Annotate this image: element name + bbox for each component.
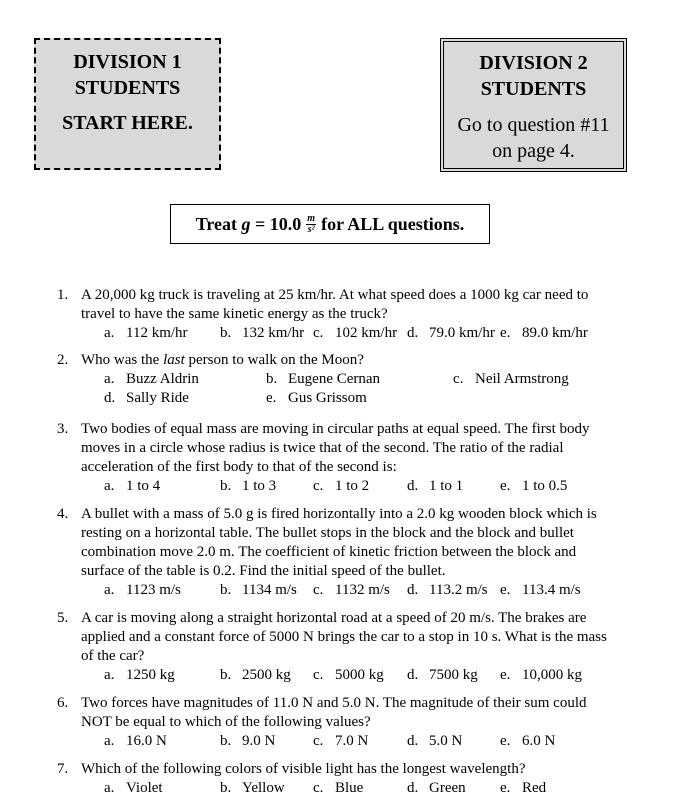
- answer-option-letter: d.: [407, 325, 419, 341]
- gravity-note: [170, 204, 490, 244]
- answer-option-d: [407, 666, 478, 685]
- answer-option-text: Gus Grissom: [288, 390, 367, 406]
- division-1-instruction: START HERE.: [62, 112, 193, 134]
- question-number: 7.: [57, 761, 69, 777]
- answer-option-b: [220, 477, 276, 496]
- question-number: 1.: [57, 287, 69, 303]
- question-text-part: person to walk on the Moon?: [184, 352, 364, 368]
- question-text-line: A car is moving along a straight horizontal road at a speed of 20 m/s. The brakes are: [81, 610, 587, 626]
- answer-option-letter: e.: [266, 390, 277, 406]
- answer-option-letter: b.: [220, 582, 232, 598]
- answer-option-c: [313, 324, 397, 343]
- answer-option-c: [453, 370, 569, 389]
- answer-option-a: [104, 779, 163, 798]
- answer-option-c: [313, 666, 384, 685]
- answer-option-text: Sally Ride: [126, 390, 189, 406]
- gravity-note-suffix: for ALL questions.: [321, 213, 465, 234]
- question-text-line: NOT be equal to which of the following values?: [81, 714, 371, 730]
- answer-option-b: [220, 732, 275, 751]
- answer-option-letter: a.: [104, 325, 115, 341]
- answer-option-text: 7500 kg: [429, 667, 478, 683]
- answer-option-a: [104, 581, 181, 600]
- answer-option-letter: d.: [407, 780, 419, 796]
- answer-option-a: [104, 324, 188, 343]
- answer-option-b: [220, 581, 297, 600]
- answer-option-b: [220, 779, 285, 798]
- answer-option-d: [407, 477, 463, 496]
- gravity-units-numerator: m: [307, 212, 316, 224]
- answer-option-c: [313, 732, 368, 751]
- answer-options: [0, 732, 679, 751]
- answer-option-e: [500, 666, 582, 685]
- answer-option-text: Buzz Aldrin: [126, 371, 199, 387]
- question-text-line: of the car?: [81, 648, 145, 664]
- answer-option-a: [104, 666, 175, 685]
- answer-option-d: [407, 779, 466, 798]
- answer-option-text: 5.0 N: [429, 733, 463, 749]
- answer-option-text: 1 to 1: [429, 478, 464, 494]
- answer-option-text: 132 km/hr: [242, 325, 305, 341]
- answer-option-d: [407, 324, 495, 343]
- answer-option-a: [104, 370, 199, 389]
- division-1-box: [34, 38, 221, 170]
- answer-option-e: [500, 732, 555, 751]
- answer-option-letter: c.: [313, 780, 324, 796]
- question-text-line: Two forces have magnitudes of 11.0 N and 5.0 N. The magnitude of their sum could: [81, 695, 587, 711]
- answer-option-d: [407, 581, 488, 600]
- question-text-line: surface of the table is 0.2. Find the initial speed of the bullet.: [81, 563, 446, 579]
- question-text-line: combination move 2.0 m. The coefficient of kinetic friction between the block and: [81, 544, 577, 560]
- division-2-title: DIVISION 2: [479, 52, 588, 74]
- answer-option-e: [500, 581, 581, 600]
- answer-option-a: [104, 477, 160, 496]
- answer-option-d: [407, 732, 462, 751]
- answer-option-text: 1132 m/s: [335, 582, 390, 598]
- answer-option-e: [500, 324, 588, 343]
- question-number: 3.: [57, 421, 69, 437]
- answer-option-letter: b.: [220, 780, 232, 796]
- division-1-subtitle: STUDENTS: [74, 77, 181, 99]
- answer-option-letter: b.: [220, 325, 232, 341]
- gravity-units-denominator: s²: [307, 223, 315, 235]
- answer-option-letter: b.: [266, 371, 278, 387]
- question-text-line: resting on a horizontal table. The bullet stops in the block and the block and bullet: [81, 525, 574, 541]
- division-1-title: DIVISION 1: [73, 51, 182, 73]
- gravity-value: = 10.0: [250, 213, 302, 234]
- gravity-variable: g: [241, 213, 251, 234]
- answer-option-text: 5000 kg: [335, 667, 384, 683]
- answer-option-letter: b.: [220, 478, 232, 494]
- answer-option-letter: c.: [313, 733, 324, 749]
- answer-option-text: Neil Armstrong: [475, 371, 569, 387]
- answer-option-e: [266, 389, 367, 408]
- answer-option-text: 6.0 N: [522, 733, 556, 749]
- answer-option-letter: c.: [313, 325, 324, 341]
- answer-option-text: 10,000 kg: [522, 667, 582, 683]
- answer-option-letter: d.: [407, 582, 419, 598]
- answer-option-text: Eugene Cernan: [288, 371, 381, 387]
- question-text-line: acceleration of the first body to that of the second is:: [81, 459, 397, 475]
- division-2-box: [440, 38, 627, 172]
- division-2-subtitle: STUDENTS: [480, 78, 587, 100]
- answer-option-letter: c.: [313, 478, 324, 494]
- answer-options: [0, 370, 679, 389]
- division-2-instruction-line2: on page 4.: [492, 140, 575, 162]
- answer-option-text: 7.0 N: [335, 733, 369, 749]
- answer-option-text: 1 to 0.5: [522, 478, 568, 494]
- question-text-part: Who was the: [81, 352, 164, 368]
- answer-option-text: 113.2 m/s: [429, 582, 488, 598]
- answer-option-text: 89.0 km/hr: [522, 325, 588, 341]
- answer-option-letter: c.: [313, 582, 324, 598]
- answer-option-letter: b.: [220, 667, 232, 683]
- answer-option-text: Violet: [126, 780, 163, 796]
- gravity-units: [306, 214, 316, 235]
- answer-option-text: 113.4 m/s: [522, 582, 581, 598]
- answer-option-text: Yellow: [242, 780, 285, 796]
- answer-option-letter: a.: [104, 582, 115, 598]
- answer-option-letter: e.: [500, 325, 511, 341]
- answer-option-letter: d.: [407, 478, 419, 494]
- answer-option-b: [220, 324, 304, 343]
- division-2-instruction-line1: Go to question #11: [457, 114, 610, 136]
- answer-option-text: Red: [522, 780, 547, 796]
- answer-option-text: 1 to 3: [242, 478, 277, 494]
- answer-options: [0, 477, 679, 496]
- answer-option-b: [220, 666, 291, 685]
- answer-option-text: Blue: [335, 780, 364, 796]
- answer-option-text: 1250 kg: [126, 667, 175, 683]
- answer-option-letter: c.: [453, 371, 464, 387]
- answer-option-text: 1134 m/s: [242, 582, 297, 598]
- answer-option-letter: c.: [313, 667, 324, 683]
- answer-option-c: [313, 477, 369, 496]
- answer-option-d: [104, 389, 189, 408]
- answer-option-letter: a.: [104, 478, 115, 494]
- answer-options: [0, 779, 679, 798]
- answer-option-text: 2500 kg: [242, 667, 291, 683]
- answer-options: [0, 581, 679, 600]
- answer-option-letter: d.: [104, 390, 116, 406]
- answer-option-text: 16.0 N: [126, 733, 167, 749]
- answer-option-text: 102 km/hr: [335, 325, 398, 341]
- answer-option-b: [266, 370, 380, 389]
- answer-option-c: [313, 581, 390, 600]
- answer-option-e: [500, 779, 546, 798]
- answer-option-letter: e.: [500, 582, 511, 598]
- answer-option-letter: e.: [500, 667, 511, 683]
- question-text-line: Two bodies of equal mass are moving in circular paths at equal speed. The first body: [81, 421, 590, 437]
- answer-option-text: 1123 m/s: [126, 582, 181, 598]
- question-text-line: travel to have the same kinetic energy as the truck?: [81, 306, 388, 322]
- question-text-line: Which of the following colors of visible light has the longest wavelength?: [81, 761, 526, 777]
- answer-option-letter: a.: [104, 780, 115, 796]
- answer-option-e: [500, 477, 567, 496]
- question-text-emphasis: last: [163, 352, 185, 368]
- answer-option-letter: e.: [500, 733, 511, 749]
- question-text-line: A 20,000 kg truck is traveling at 25 km/hr. At what speed does a 1000 kg car need to: [81, 287, 589, 303]
- answer-option-letter: d.: [407, 733, 419, 749]
- answer-option-c: [313, 779, 363, 798]
- answer-option-text: 9.0 N: [242, 733, 276, 749]
- question-number: 2.: [57, 352, 69, 368]
- question-text-line: applied and a constant force of 5000 N brings the car to a stop in 10 s. What is the mass: [81, 629, 607, 645]
- answer-option-text: 1 to 4: [126, 478, 161, 494]
- answer-option-letter: e.: [500, 780, 511, 796]
- answer-options: [0, 666, 679, 685]
- answer-option-letter: a.: [104, 371, 115, 387]
- answer-options: [0, 389, 679, 408]
- answer-option-letter: b.: [220, 733, 232, 749]
- answer-option-letter: e.: [500, 478, 511, 494]
- answer-option-letter: a.: [104, 733, 115, 749]
- question-number: 6.: [57, 695, 69, 711]
- answer-option-a: [104, 732, 167, 751]
- question-number: 5.: [57, 610, 69, 626]
- question-text-line: A bullet with a mass of 5.0 g is fired horizontally into a 2.0 kg wooden block which is: [81, 506, 597, 522]
- question-text: [81, 351, 631, 370]
- answer-option-text: 112 km/hr: [126, 325, 188, 341]
- answer-option-letter: a.: [104, 667, 115, 683]
- question-number: 4.: [57, 506, 69, 522]
- answer-option-letter: d.: [407, 667, 419, 683]
- gravity-note-prefix: Treat: [195, 213, 242, 234]
- answer-option-text: Green: [429, 780, 466, 796]
- answer-options: [0, 324, 679, 343]
- answer-option-text: 1 to 2: [335, 478, 370, 494]
- question-text-line: moves in a circle whose radius is twice that of the second. The ratio of the radial: [81, 440, 564, 456]
- answer-option-text: 79.0 km/hr: [429, 325, 495, 341]
